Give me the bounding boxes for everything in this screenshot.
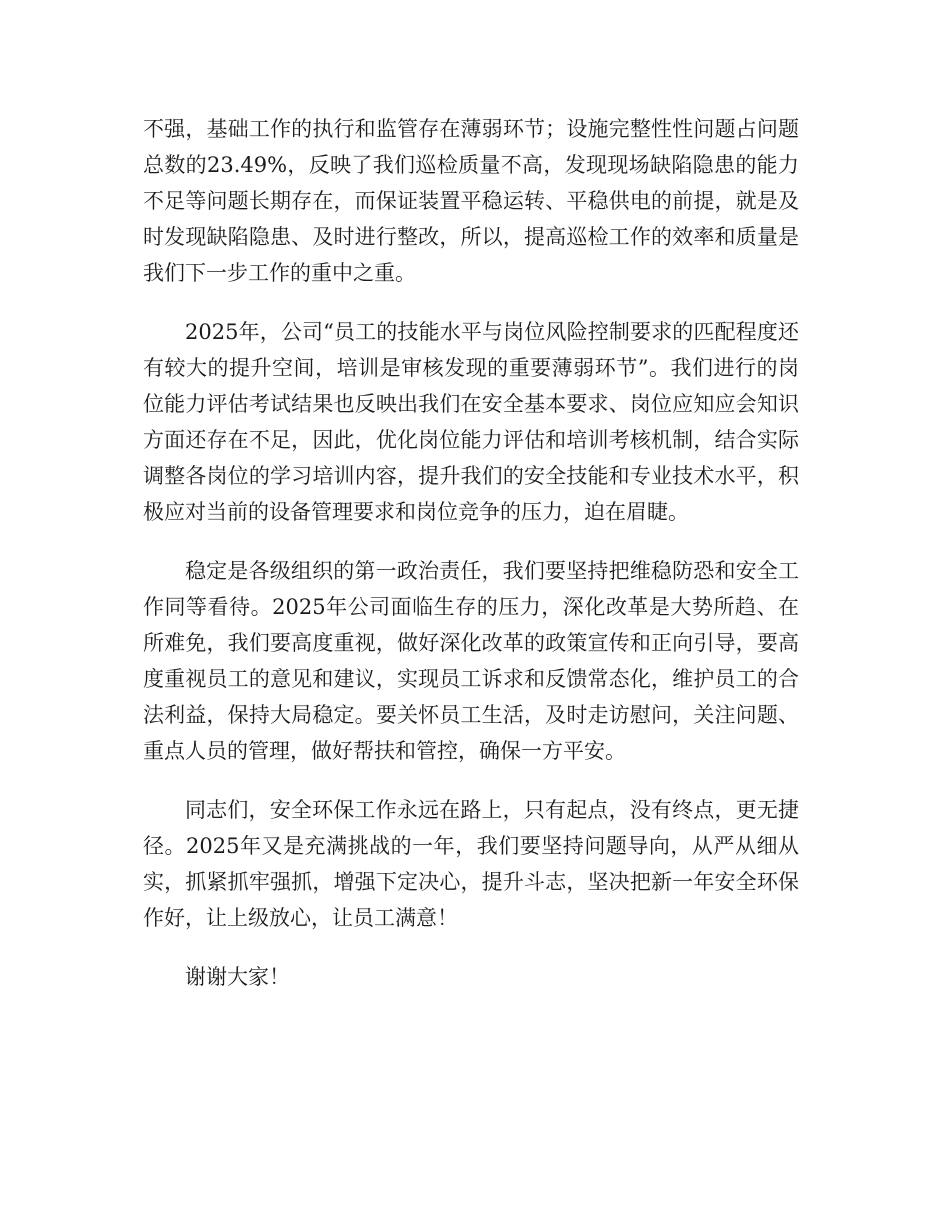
paragraph-1: 不强，基础工作的执行和监管存在薄弱环节；设施完整性性问题占问题总数的23.49%，反映了我们巡检质量不高，发现现场缺陷隐患的能力不足等问题长期存在，而保证装置平稳运转、平稳供电的前提，就是及时发现缺陷隐患、及时进行整改，所以，提高巡检工作的效率和质量是我们下一步工作的重中之重。 — [143, 117, 799, 285]
document-body — [143, 111, 799, 1018]
paragraph-4: 同志们，安全环保工作永远在路上，只有起点，没有终点，更无捷径。2025年又是充满挑战的一年，我们要坚持问题导向，从严从细从实，抓紧抓牢强抓，增强下定决心，提升斗志，坚决把新一年安全环保作好，让上级放心，让员工满意！ — [143, 798, 799, 930]
paragraph-2: 2025年，公司“员工的技能水平与岗位风险控制要求的匹配程度还有较大的提升空间，培训是审核发现的重要薄弱环节”。我们进行的岗位能力评估考试结果也反映出我们在安全基本要求、岗位应知应会知识方面还存在不足，因此，优化岗位能力评估和培训考核机制，结合实际调整各岗位的学习培训内容，提升我们的安全技能和专业技术水平，积极应对当前的设备管理要求和岗位竞争的压力，迫在眉睫。 — [143, 320, 799, 524]
paragraph-closing: 谢谢大家！ — [185, 965, 290, 989]
paragraph-3: 稳定是各级组织的第一政治责任，我们要坚持把维稳防恐和安全工作同等看待。2025年公司面临生存的压力，深化改革是大势所趋、在所难免，我们要高度重视，做好深化改革的政策宣传和正向引导，要高度重视员工的意见和建议，实现员工诉求和反馈常态化，维护员工的合法利益，保持大局稳定。要关怀员工生活，及时走访慰问，关注问题、重点人员的管理，做好帮扶和管控，确保一方平安。 — [143, 559, 799, 763]
